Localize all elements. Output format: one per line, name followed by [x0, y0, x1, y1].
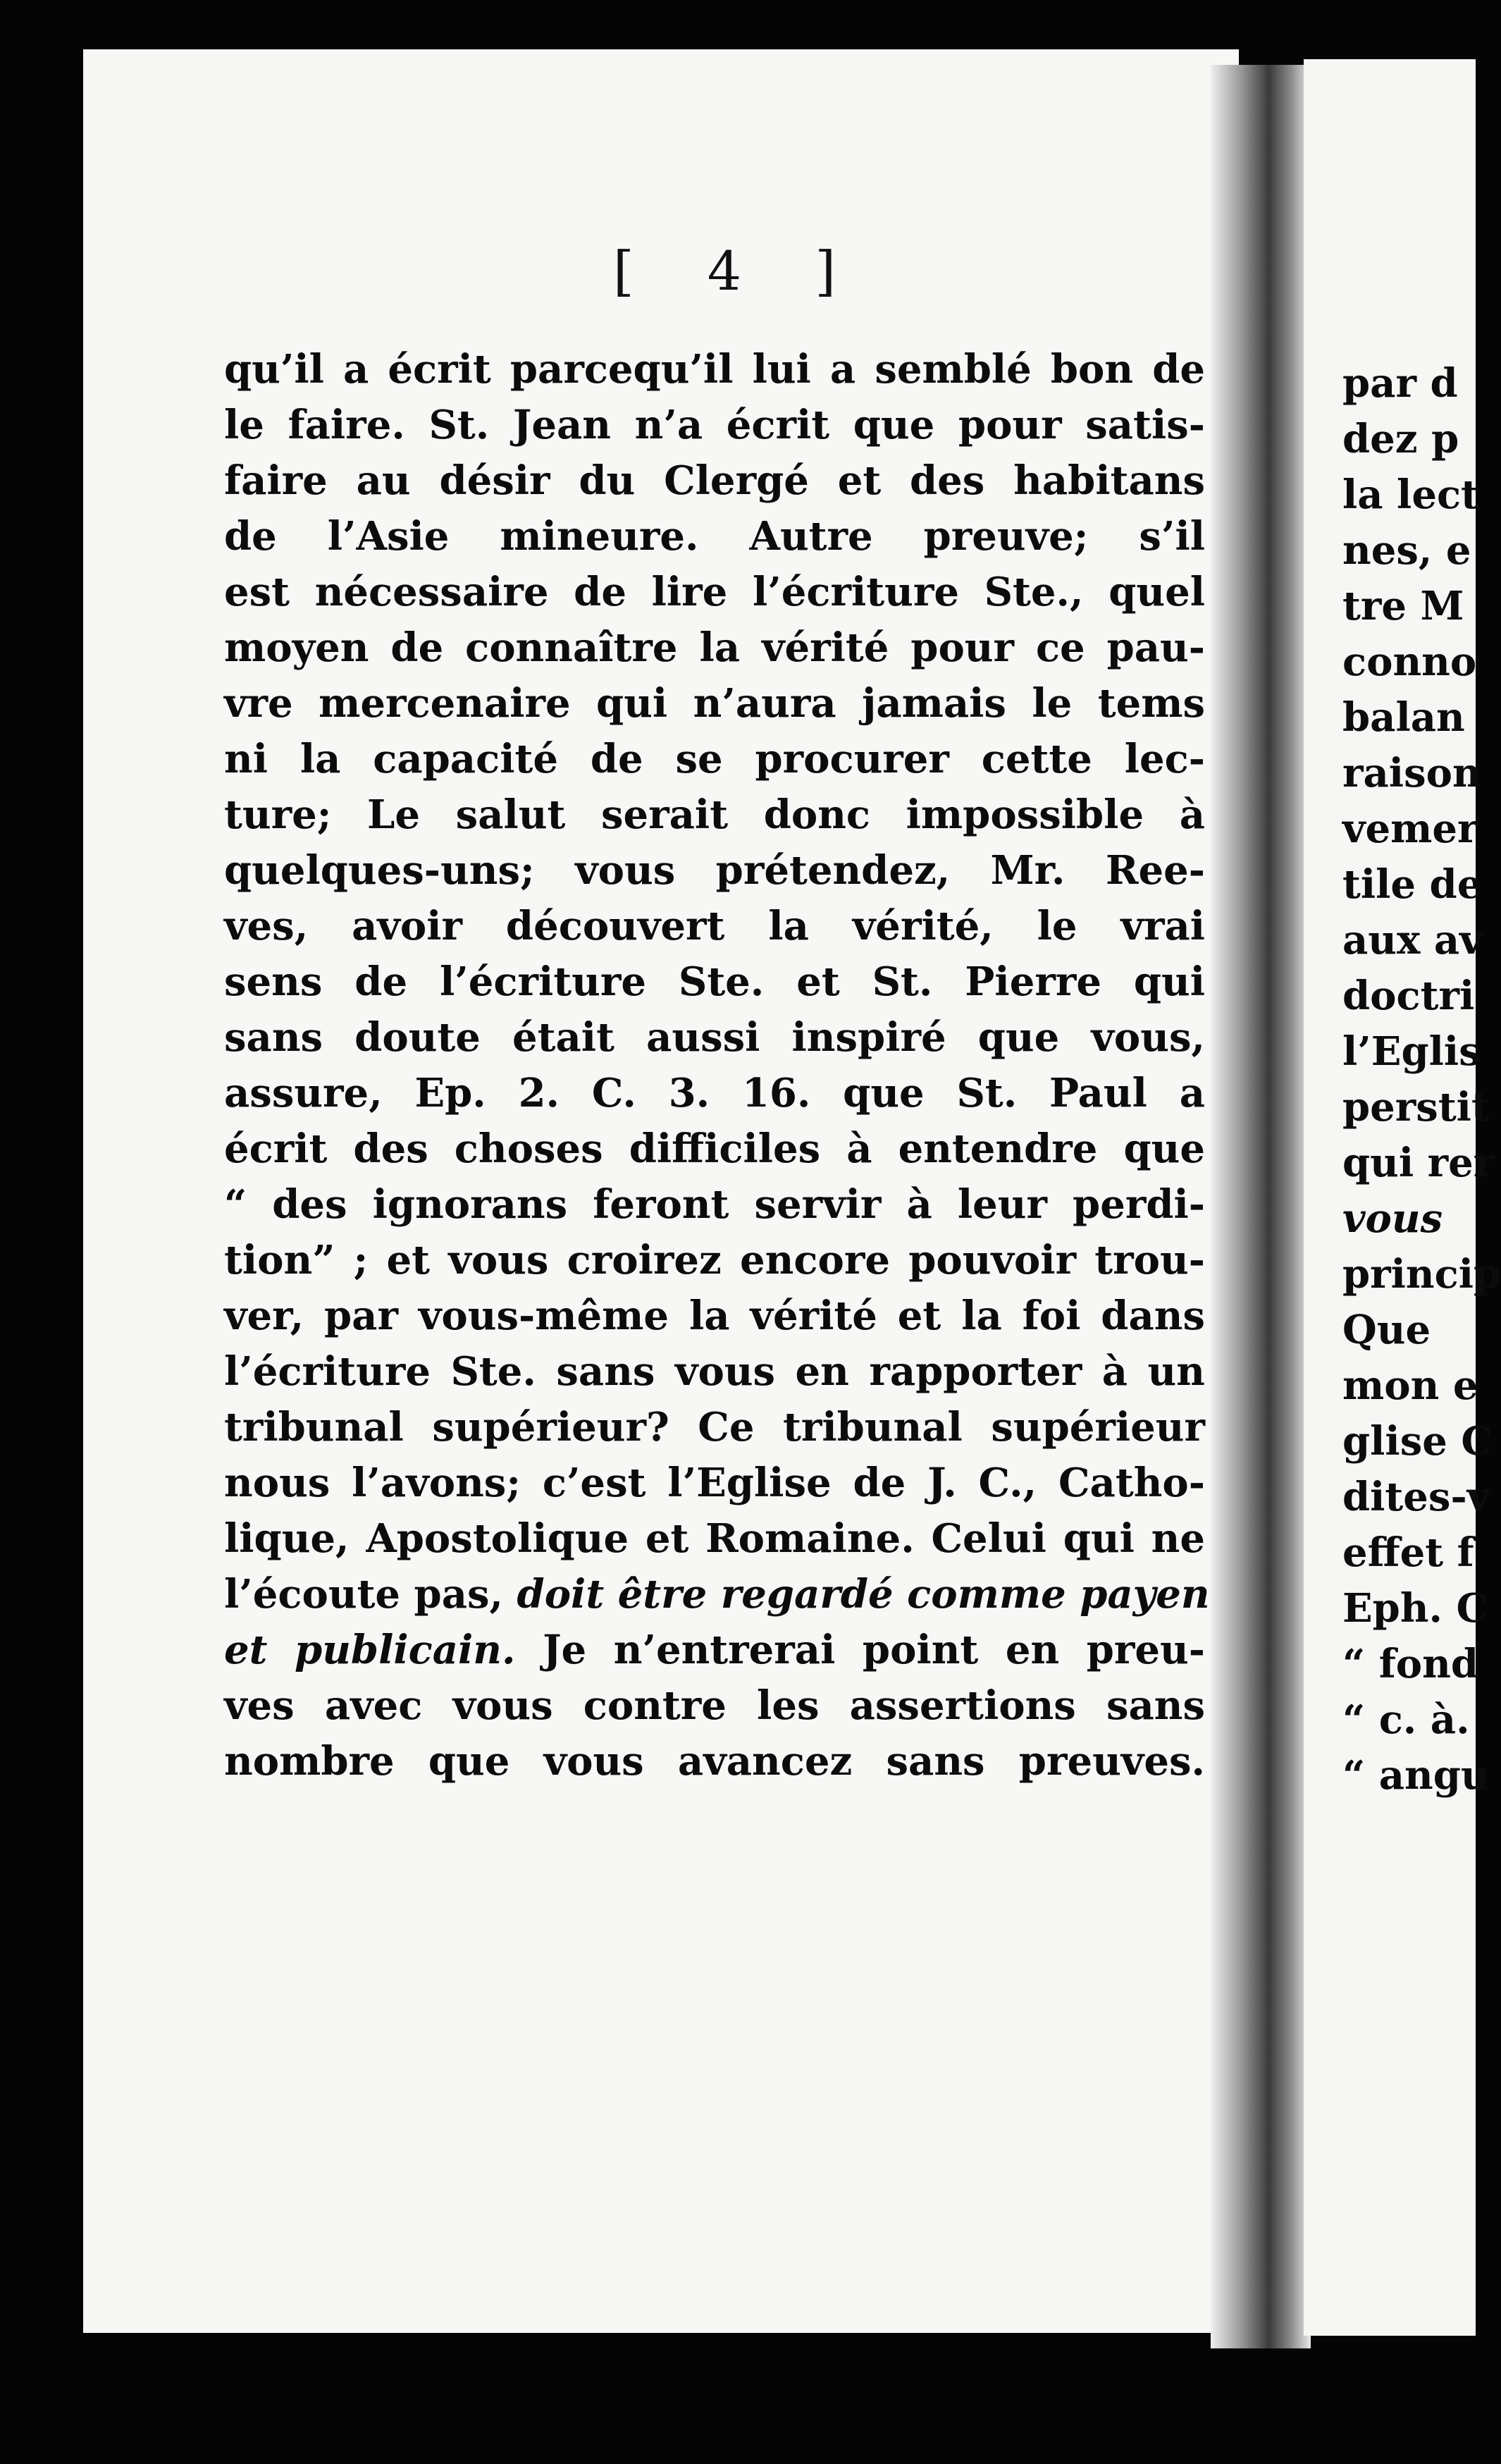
text-line: dites-v [1342, 1474, 1490, 1520]
text-line: vre mercenaire qui n’aura jamais le tems [224, 680, 1205, 727]
text-line: balan [1342, 694, 1465, 741]
text-line: de l’Asie mineure. Autre preuve; s’il [224, 513, 1205, 560]
text-line: qu’il a écrit parcequ’il lui a semblé bon de [224, 346, 1205, 393]
text-line: ni la capacité de se procurer cette lec- [224, 736, 1205, 782]
left-page-text [224, 342, 1210, 1790]
text-line: “ angu [1342, 1752, 1490, 1799]
text-line: par d [1342, 360, 1458, 407]
text-line: vous [1342, 1195, 1443, 1242]
right-page-text [1342, 356, 1501, 1804]
text-line: conno [1342, 639, 1477, 685]
text-line: raison [1342, 750, 1481, 796]
italic-text-span: et publicain. [224, 1627, 516, 1673]
text-line: sans doute était aussi inspiré que vous, [224, 1014, 1205, 1061]
text-line: ves, avoir découvert la vérité, le vrai [224, 903, 1205, 949]
text-line: mon e [1342, 1362, 1478, 1409]
text-line: dez p [1342, 416, 1459, 462]
italic-text-span: doit être regardé comme payen [517, 1571, 1210, 1618]
text-line: glise C [1342, 1418, 1493, 1465]
text-line-mixed [224, 1567, 1210, 1622]
text-line: effet f [1342, 1529, 1474, 1576]
text-line: nous l’avons; c’est l’Eglise de J. C., Catho- [224, 1460, 1205, 1506]
text-line: l’Eglis [1342, 1028, 1481, 1075]
text-line: “ c. à. [1342, 1696, 1470, 1743]
text-line: “ des ignorans feront servir à leur perdi- [224, 1181, 1205, 1228]
text-line: faire au désir du Clergé et des habitans [224, 457, 1205, 504]
text-line: doctri [1342, 973, 1475, 1019]
text-span: l’écoute pas, [224, 1571, 504, 1618]
text-line: princip [1342, 1251, 1501, 1298]
text-line: la lect [1342, 472, 1479, 518]
text-line: nes, e [1342, 527, 1471, 574]
page-number: [ 4 ] [613, 240, 864, 302]
text-line: ves avec vous contre les assertions sans [224, 1682, 1205, 1729]
text-line: nombre que vous avancez sans preuves. [224, 1738, 1205, 1785]
text-line: écrit des choses difficiles à entendre que [224, 1126, 1205, 1172]
text-line: moyen de connaître la vérité pour ce pau- [224, 624, 1205, 671]
text-line: ture; Le salut serait donc impossible à [224, 791, 1205, 838]
text-line: assure, Ep. 2. C. 3. 16. que St. Paul a [224, 1070, 1205, 1116]
text-line: perstit [1342, 1084, 1490, 1131]
text-line: tion” ; et vous croirez encore pouvoir trou- [224, 1237, 1205, 1283]
text-line: tile de [1342, 861, 1483, 908]
text-line: sens de l’écriture Ste. et St. Pierre qui [224, 959, 1205, 1005]
text-line: tribunal supérieur? Ce tribunal supérieur [224, 1404, 1205, 1450]
text-line: le faire. St. Jean n’a écrit que pour satis- [224, 402, 1205, 448]
text-line: quelques-uns; vous prétendez, Mr. Ree- [224, 847, 1205, 894]
text-line: ver, par vous-même la vérité et la foi dans [224, 1293, 1205, 1339]
book-gutter [1211, 65, 1311, 2348]
text-span: Je n’entrerai point en preu- [543, 1627, 1205, 1673]
text-line: Que [1342, 1307, 1431, 1353]
text-line: Eph. C [1342, 1585, 1488, 1632]
text-line: est nécessaire de lire l’écriture Ste., quel [224, 569, 1205, 615]
text-line: aux av [1342, 917, 1483, 963]
text-line: qui rer [1342, 1140, 1495, 1186]
text-line: vemer [1342, 806, 1478, 852]
text-line: “ fond [1342, 1641, 1479, 1687]
text-line: tre M [1342, 583, 1464, 629]
text-line-mixed [224, 1622, 1205, 1678]
text-line: lique, Apostolique et Romaine. Celui qui ne [224, 1515, 1205, 1562]
text-line: l’écriture Ste. sans vous en rapporter à un [224, 1348, 1205, 1395]
